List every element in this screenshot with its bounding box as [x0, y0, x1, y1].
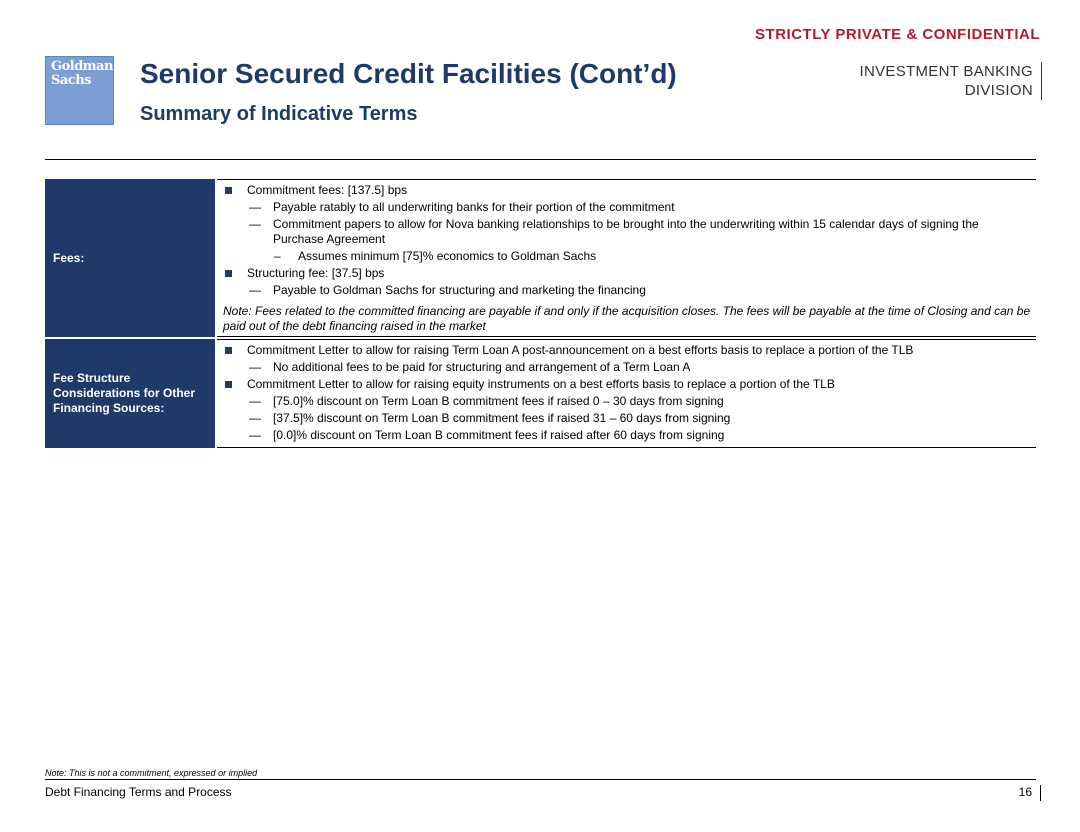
bullet-item: — Payable to Goldman Sachs for structuring and marketing the financing: [223, 283, 1032, 298]
logo-line-2: Sachs: [51, 73, 91, 88]
division-line-1: INVESTMENT BANKING: [859, 63, 1033, 80]
bullet-item: Commitment Letter to allow for raising Term Loan A post-announcement on a best efforts basis to replace a portion of the TLB: [223, 343, 1032, 358]
page-number: 16: [1019, 785, 1041, 801]
confidential-banner: STRICTLY PRIVATE & CONFIDENTIAL: [755, 26, 1040, 43]
bullet-item: — No additional fees to be paid for structuring and arrangement of a Term Loan A: [223, 360, 1032, 375]
terms-row-label: Fee Structure Considerations for Other Financing Sources:: [45, 339, 215, 448]
footer-section-title: Debt Financing Terms and Process: [45, 785, 232, 799]
bullet-item: Commitment Letter to allow for raising equity instruments on a best efforts basis to replace a portion of the TLB: [223, 377, 1032, 392]
logo-line-1: Goldman: [51, 59, 113, 74]
terms-row: [45, 339, 1036, 448]
bullet-item: – Assumes minimum [75]% economics to Goldman Sachs: [223, 249, 1032, 264]
terms-row-content: [217, 179, 1036, 337]
fees-note: Note: Fees related to the committed financing are payable if and only if the acquisition closes. The fees will be payable at the time of Closing and can be paid out of the debt financing raised in the market: [223, 304, 1031, 333]
division-line-2: DIVISION: [964, 82, 1033, 99]
logo-text: [51, 60, 113, 88]
terms-row-content: [217, 339, 1036, 448]
bullet-item: Commitment fees: [137.5] bps: [223, 183, 1032, 198]
bullet-item: — Commitment papers to allow for Nova banking relationships to be brought into the underwriting within 15 calendar days of signing the Purchase Agreement: [223, 217, 1032, 247]
terms-table: [45, 179, 1036, 448]
bullet-item: — [75.0]% discount on Term Loan B commitment fees if raised 0 – 30 days from signing: [223, 394, 1032, 409]
bullet-item: Structuring fee: [37.5] bps: [223, 266, 1032, 281]
header-divider: [45, 159, 1036, 160]
terms-row-label: Fees:: [45, 179, 215, 337]
page-subtitle: Summary of Indicative Terms: [140, 103, 418, 125]
terms-row: [45, 179, 1036, 337]
disclaimer-note: Note: This is not a commitment, expressed or implied: [45, 768, 258, 778]
goldman-sachs-logo: [45, 56, 114, 125]
division-label: [860, 62, 1042, 100]
bullet-item: — [0.0]% discount on Term Loan B commitment fees if raised after 60 days from signing: [223, 428, 1032, 443]
bullet-item: — Payable ratably to all underwriting banks for their portion of the commitment: [223, 200, 1032, 215]
bullet-item: — [37.5]% discount on Term Loan B commitment fees if raised 31 – 60 days from signing: [223, 411, 1032, 426]
footer-divider: [45, 779, 1036, 780]
page-title: Senior Secured Credit Facilities (Cont’d): [140, 58, 677, 89]
